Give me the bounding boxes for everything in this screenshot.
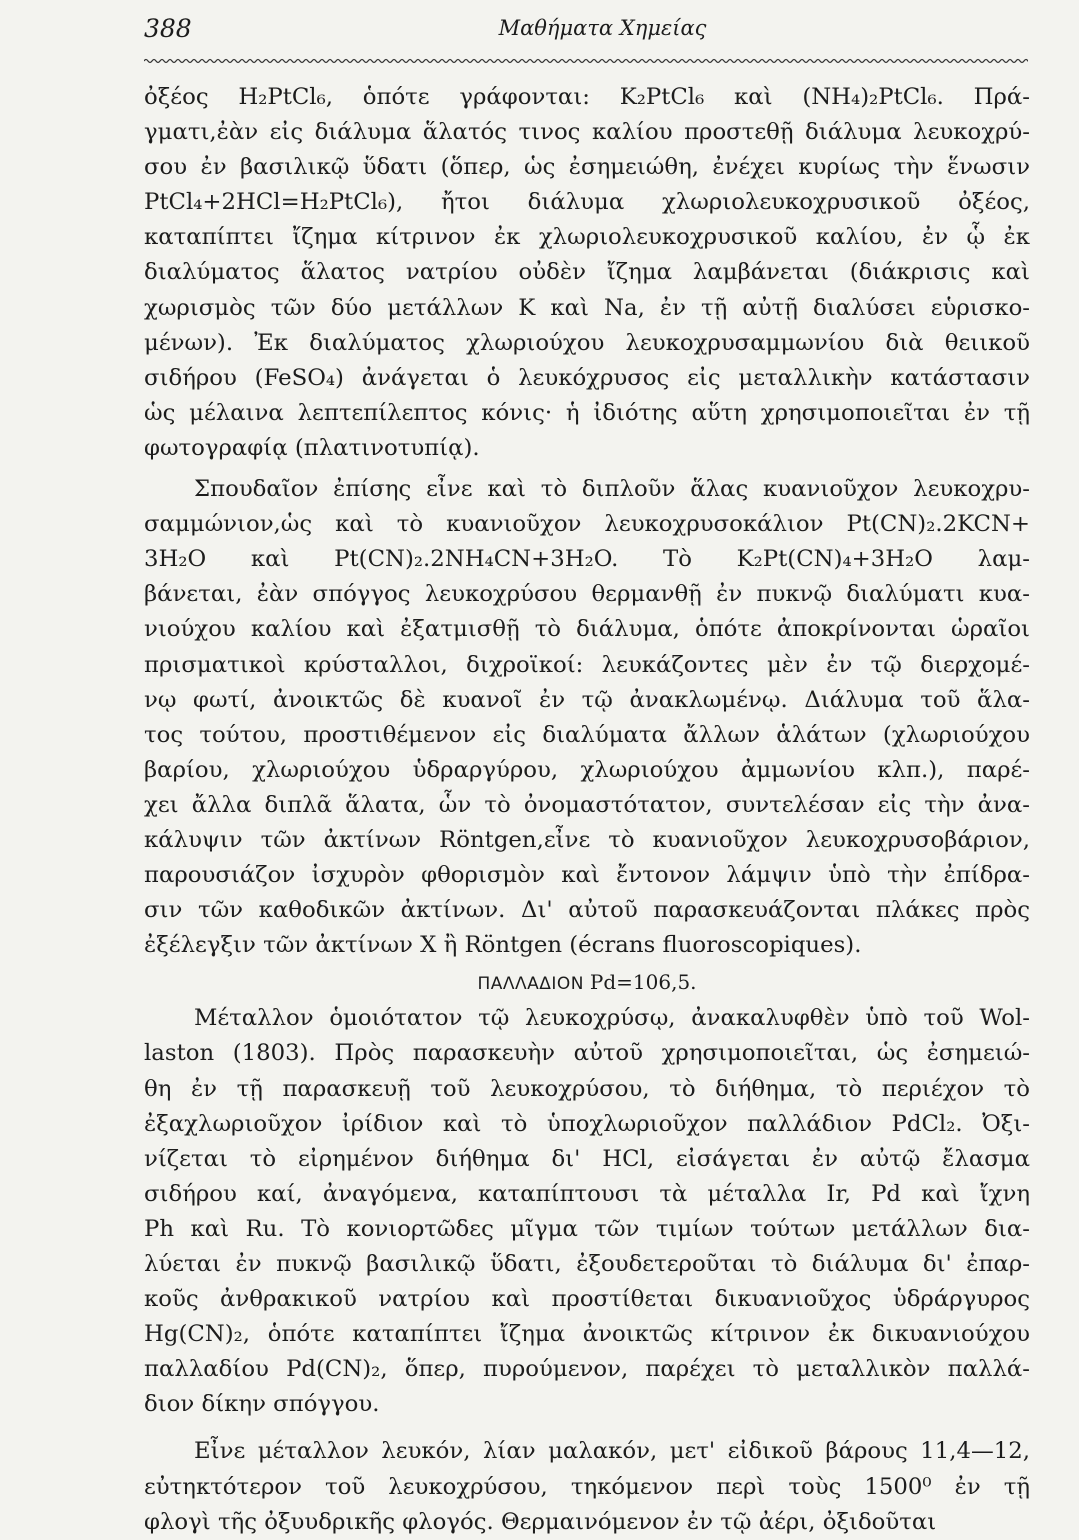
running-title: Μαθήματα Χημείας bbox=[498, 16, 707, 40]
text-line: χωρισμὸς τῶν δύο μετάλλων K καὶ Na, ἐν τῇ αὐτῇ διαλύσει εὑρισκο- bbox=[144, 294, 1030, 321]
text-line: Ph καὶ Ru. Τὸ κονιορτῶδες μῖγμα τῶν τιμίων τούτων μετάλλων δια- bbox=[144, 1215, 1030, 1242]
text-line: Μέταλλον ὁμοιότατον τῷ λευκοχρύσῳ, ἀνακαλυφθὲν ὑπὸ τοῦ Wol- bbox=[194, 1005, 1030, 1032]
text-line: παρουσιάζον ἰσχυρὸν φθορισμὸν καὶ ἔντονον λάμψιν ὑπὸ τὴν ἐπίδρα- bbox=[144, 862, 1030, 889]
paragraph-palladium-preparation bbox=[144, 1001, 1030, 1422]
text-line: ὀξέος H₂PtCl₆, ὁπότε γράφονται: K₂PtCl₆ καὶ (NH₄)₂PtCl₆. Πρά- bbox=[144, 84, 1030, 110]
text-line: διον δίκην σπόγγου. bbox=[144, 1391, 380, 1418]
text-line: μένων). Ἐκ διαλύματος χλωριούχου λευκοχρυσαμμωνίου διὰ θειικοῦ bbox=[144, 329, 1030, 356]
text-line: πρισματικοὶ κρύσταλλοι, διχροϊκοί: λευκάζοντες μὲν ἐν τῷ διερχομέ- bbox=[144, 651, 1030, 678]
text-line: εὐτηκτότερον τοῦ λευκοχρύσου, τηκόμενον περὶ τοὺς 1500⁰ ἐν τῇ bbox=[144, 1473, 1030, 1500]
text-line: παλλαδίου Pd(CN)₂, ὅπερ, πυρούμενον, παρέχει τὸ μεταλλικὸν παλλά- bbox=[144, 1356, 1030, 1383]
text-line: κοῦς ἀνθρακικοῦ νατρίου καὶ προστίθεται δικυανιοῦχος ὑδράργυρος bbox=[144, 1286, 1030, 1313]
page-body bbox=[144, 80, 1030, 1540]
text-line: Εἶνε μέταλλον λευκόν, λίαν μαλακόν, μετ' εἰδικοῦ βάρους 11,4—12, bbox=[194, 1438, 1030, 1465]
paragraph-platinum-salts bbox=[144, 80, 1030, 466]
text-line: σιν τῶν καθοδικῶν ἀκτίνων. Δι' αὐτοῦ παρασκευάζονται πλάκες πρὸς bbox=[144, 897, 1030, 924]
text-line: σιδήρου (FeSO₄) ἀνάγεται ὁ λευκόχρυσος εἰς μεταλλικὴν κατάστασιν bbox=[144, 364, 1030, 391]
text-line: διαλύματος ἅλατος νατρίου οὐδὲν ἴζημα λαμβάνεται (διάκρισις καὶ bbox=[144, 259, 1030, 286]
text-line: PtCl₄+2HCl=H₂PtCl₆), ἤτοι διάλυμα χλωριολευκοχρυσικοῦ ὀξέος, bbox=[144, 189, 1030, 216]
text-line: θη ἐν τῇ παρασκευῇ τοῦ λευκοχρύσου, τὸ διήθημα, τὸ περιέχον τὸ bbox=[144, 1075, 1030, 1102]
text-line: νιούχου καλίου καὶ ἐξατμισθῇ τὸ διάλυμα, ὁπότε ἀποκρίνονται ὡραῖοι bbox=[144, 616, 1030, 643]
text-line: ἐξέλεγξιν τῶν ἀκτίνων X ἢ Röntgen (écrans fluoroscopiques). bbox=[144, 932, 862, 959]
page-number: 388 bbox=[144, 14, 192, 43]
paragraph-cyanide-salts bbox=[144, 472, 1030, 963]
text-line: σιδήρου καί, ἀναγόμενα, καταπίπτουσι τὰ μέταλλα Ir, Pd καὶ ἴχνη bbox=[144, 1180, 1030, 1207]
text-line: κάλυψιν τῶν ἀκτίνων Röntgen,εἶνε τὸ κυανιοῦχον λευκοχρυσοβάριον, bbox=[144, 826, 1030, 853]
text-line: τος τούτου, προστιθέμενον εἰς διαλύματα ἄλλων ἁλάτων (χλωριούχου bbox=[144, 721, 1030, 748]
text-line: Σπουδαῖον ἐπίσης εἶνε καὶ τὸ διπλοῦν ἅλας κυανιοῦχον λευκοχρυ- bbox=[194, 476, 1030, 503]
text-line: σου ἐν βασιλικῷ ὕδατι (ὅπερ, ὡς ἐσημειώθη, ἐνέχει κυρίως τὴν ἕνωσιν bbox=[144, 154, 1030, 181]
page-header bbox=[144, 14, 1031, 50]
section-heading-palladium bbox=[144, 963, 1030, 1001]
text-line: φωτογραφίᾳ (πλατινοτυπίᾳ). bbox=[144, 434, 480, 461]
text-line: ὡς μέλαινα λεπτεπίλεπτος κόνις· ἡ ἰδιότης αὕτη χρησιμοποιεῖται ἐν τῇ bbox=[144, 399, 1030, 426]
text-line: βαρίου, χλωριούχου ὑδραργύρου, χλωριούχου ἀμμωνίου κλπ.), παρέ- bbox=[144, 756, 1030, 783]
section-heading-label: ΠΑΛΛΑΔΙΟΝ bbox=[477, 974, 584, 995]
text-line: χει ἄλλα διπλᾶ ἅλατα, ὧν τὸ ὀνομαστότατον, συντελέσαν εἰς τὴν ἀνα- bbox=[144, 791, 1030, 818]
text-line: φλογὶ τῆς ὀξυυδρικῆς φλογός. Θερμαινόμενον ἐν τῷ ἀέρι, ὀξιδοῦται bbox=[144, 1508, 937, 1535]
text-line: βάνεται, ἐὰν σπόγγος λευκοχρύσου θερμανθῇ ἐν πυκνῷ διαλύματι κυα- bbox=[144, 581, 1030, 608]
text-line: σαμμώνιον,ὡς καὶ τὸ κυανιοῦχον λευκοχρυσοκάλιον Pt(CN)₂.2KCN+ bbox=[144, 511, 1030, 538]
header-wavy-rule bbox=[144, 56, 1028, 66]
section-heading-atomic-weight: Pd=106,5. bbox=[589, 970, 697, 995]
text-line: γματι,ἐὰν εἰς διάλυμα ἅλατός τινος καλίου προστεθῇ διάλυμα λευκοχρύ- bbox=[144, 119, 1030, 146]
text-line: 3H₂O καὶ Pt(CN)₂.2NH₄CN+3H₂O. Τὸ K₂Pt(CN)₄+3H₂O λαμ- bbox=[144, 546, 1030, 573]
text-line: νῳ φωτί, ἀνοικτῶς δὲ κυανοῖ ἐν τῷ ἀνακλωμένῳ. Διάλυμα τοῦ ἅλα- bbox=[144, 686, 1030, 713]
paragraph-palladium-properties bbox=[144, 1434, 1030, 1539]
text-line: laston (1803). Πρὸς παρασκευὴν αὐτοῦ χρησιμοποιεῖται, ὡς ἐσημειώ- bbox=[144, 1040, 1030, 1067]
text-line: ἐξαχλωριοῦχον ἰρίδιον καὶ τὸ ὑποχλωριοῦχον παλλάδιον PdCl₂. Ὀξι- bbox=[144, 1110, 1030, 1137]
text-line: Hg(CN)₂, ὁπότε καταπίπτει ἴζημα ἀνοικτῶς κίτρινον ἐκ δικυανιούχου bbox=[144, 1321, 1030, 1348]
text-line: νίζεται τὸ εἰρημένον διήθημα δι' HCl, εἰσάγεται ἐν αὐτῷ ἔλασμα bbox=[144, 1145, 1030, 1172]
text-line: καταπίπτει ἴζημα κίτρινον ἐκ χλωριολευκοχρυσικοῦ καλίου, ἐν ᾧ ἐκ bbox=[144, 224, 1030, 251]
text-line: λύεται ἐν πυκνῷ βασιλικῷ ὕδατι, ἐξουδετεροῦται τὸ διάλυμα δι' ἐπαρ- bbox=[144, 1251, 1030, 1277]
